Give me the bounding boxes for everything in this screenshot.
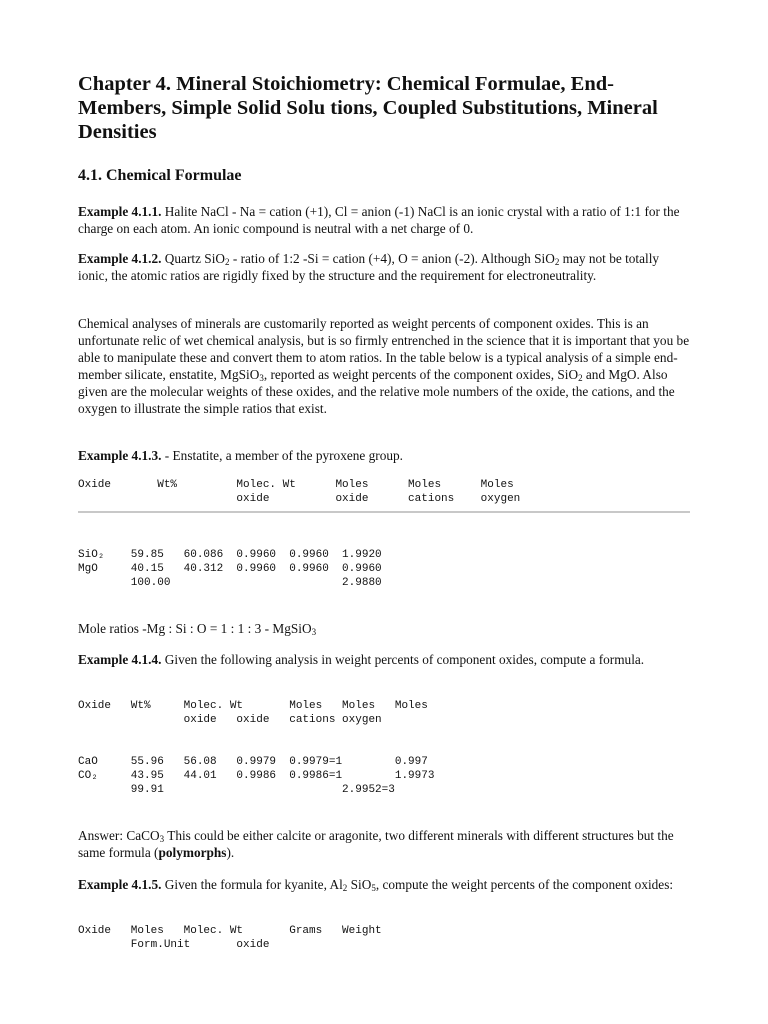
- enstatite-table-header-2: oxide oxide cations oxygen: [78, 493, 521, 505]
- polymorphs-term: polymorphs: [158, 845, 227, 860]
- example-label: Example 4.1.2.: [78, 251, 162, 266]
- example-label: Example 4.1.4.: [78, 652, 162, 667]
- section-title: 4.1. Chemical Formulae: [78, 167, 242, 184]
- table-row: 100.00 2.9880: [78, 577, 382, 589]
- table-row: CO₂ 43.95 44.01 0.9986 0.9986=1 1.9973: [78, 770, 435, 782]
- table-row: 99.91 2.9952=3: [78, 784, 395, 796]
- example-text: Halite NaCl - Na = cation (+1), Cl = anion (-1) NaCl is an ionic crystal with a ratio of 1:1 for the charge on each atom. An ionic compound is neutral with a net charge of 0.: [78, 204, 680, 236]
- analyses-paragraph: Chemical analyses of minerals are customarily reported as weight percents of component oxides. This is an unfortunate relic of wet chemical analysis, but is so firmly entrenched in the science that it is important that you be able to manipulate these and convert them to atom ratios. In the table below is a typical analysis of a simple end-member silicate, enstatite, MgSiO$_3$, reported as weight percents of the component oxides, SiO$_2$ and MgO. Also given are the molecular weights of these oxides, and the relative mole numbers of the oxide, the cations, and the oxygen to illustrate the simple ratios that exist.: [78, 316, 690, 416]
- example-4-1-2: Example 4.1.2. Quartz SiO$_2$ - ratio of 1:2 -Si = cation (+4), O = anion (-2). Although SiO$_2$ may not be totally ionic, the atomic ratios are rigidly fixed by the structure and the requirement for electroneutrality.: [78, 251, 660, 283]
- kyanite-table-header-1: Oxide Moles Molec. Wt Grams Weight: [78, 925, 382, 937]
- example-label: Example 4.1.5.: [78, 877, 162, 892]
- chapter-title: Chapter 4. Mineral Stoichiometry: Chemical Formulae, End-Members, Simple Solid Solu tions, Coupled Substitutions, Mineral Densities: [78, 73, 658, 143]
- example-4-1-5: Example 4.1.5. Given the formula for kyanite, $Al_2$ SiO$_5$, compute the weight percents of the component oxides:: [78, 877, 674, 893]
- calcite-table-header-1: Oxide Wt% Molec. Wt Moles Moles Moles: [78, 700, 428, 712]
- enstatite-table-header-1: Oxide Wt% Molec. Wt Moles Moles Moles: [78, 479, 514, 491]
- example-4-1-1: [78, 203, 690, 237]
- example-4-1-4: Example 4.1.4. Given the following analysis in weight percents of component oxides, compute a formula.: [78, 652, 645, 667]
- example-4-1-3: Example 4.1.3. - Enstatite, a member of the pyroxene group.: [78, 448, 403, 463]
- mole-ratios-line: Mole ratios -Mg : Si : O = 1 : 1 : 3 - MgSiO$_3$: [78, 621, 317, 637]
- example-label: Example 4.1.3.: [78, 448, 162, 463]
- example-label: Example 4.1.1.: [78, 204, 162, 219]
- table-divider: [78, 511, 690, 513]
- table-row: CaO 55.96 56.08 0.9979 0.9979=1 0.997: [78, 756, 428, 768]
- kyanite-table-header-2: Form.Unit oxide: [78, 939, 270, 951]
- calcite-table-header-2: oxide oxide cations oxygen: [78, 714, 382, 726]
- table-row: SiO₂ 59.85 60.086 0.9960 0.9960 1.9920: [78, 549, 382, 561]
- table-row: MgO 40.15 40.312 0.9960 0.9960 0.9960: [78, 563, 382, 575]
- answer-paragraph: Answer: CaCO$_3$ This could be either calcite or aragonite, two different minerals with different structures but the same formula (polymorphs).: [78, 828, 674, 860]
